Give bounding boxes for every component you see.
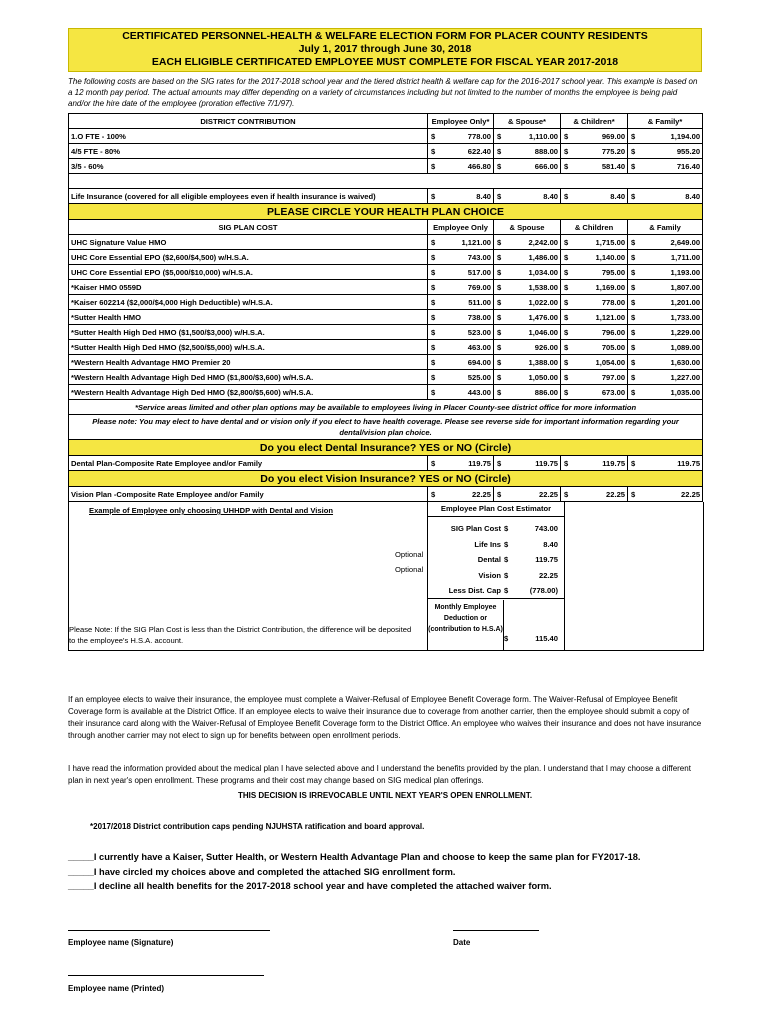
choice-list <box>68 850 708 894</box>
amount: 8.40 <box>638 189 703 204</box>
row-label: *Sutter Health HMO <box>69 310 428 325</box>
currency-sign: $ <box>428 280 438 295</box>
amount: 1,711.00 <box>638 250 703 265</box>
amount: 666.00 <box>504 159 561 174</box>
please-note <box>69 415 703 440</box>
currency-sign: $ <box>494 235 504 250</box>
form-period: July 1, 2017 through June 30, 2018 <box>298 43 472 55</box>
currency-sign: $ <box>494 370 504 385</box>
amount: 8.40 <box>504 189 561 204</box>
amount: 955.20 <box>638 144 703 159</box>
currency-sign: $ <box>561 310 571 325</box>
amount: 778.00 <box>438 129 494 144</box>
estimator-value: (778.00) <box>529 586 558 596</box>
currency-sign: $ <box>561 325 571 340</box>
amount: 466.80 <box>438 159 494 174</box>
vision-question-text: Do you elect Vision Insurance? YES or NO (Circle) <box>69 471 703 487</box>
currency-sign: $ <box>428 295 438 310</box>
vision-row <box>69 487 703 502</box>
hsa-note: Please Note: If the SIG Plan Cost is less than the District Contribution, the difference will be deposited to the employee's H.S.A. account. <box>69 625 412 645</box>
currency-sign: $ <box>628 370 638 385</box>
monthly-value <box>504 634 564 643</box>
amount: 694.00 <box>438 355 494 370</box>
please-note-text: Please note: You may elect to have dental and or vision only if you elect to have health coverage. Please see reverse side for important information regarding your dental/vision plan choice. <box>69 415 703 440</box>
sig-col-header: Employee Only <box>428 220 494 235</box>
intro-text: The following costs are based on the SIG rates for the 2017-2018 school year and the tiered district health & welfare cap for the 2016-2017 school year. This example is based on a 12 month pay period. The actual amounts may differ depending on a variety of circumstances including but not limited to the number of months the employee is being paid and/or the hire date of the employee (proration effective 7/1/97). <box>68 77 698 108</box>
currency-sign: $ <box>494 144 504 159</box>
currency-sign: $ <box>428 310 438 325</box>
amount: 743.00 <box>438 250 494 265</box>
currency-sign: $ <box>504 539 509 549</box>
amount: 1,054.00 <box>571 355 628 370</box>
currency-sign: $ <box>628 144 638 159</box>
rates-table <box>68 113 703 502</box>
estimator-value: 22.25 <box>538 570 558 580</box>
currency-sign: $ <box>628 487 638 502</box>
amount: 886.00 <box>504 385 561 400</box>
choice-text: I decline all health benefits for the 2017-2018 school year and have completed the attached waiver form. <box>93 881 552 891</box>
currency-sign: $ <box>504 524 509 533</box>
sig-heading: SIG PLAN COST <box>69 220 428 235</box>
amount: 775.20 <box>571 144 628 159</box>
currency-sign: $ <box>628 189 638 204</box>
currency-sign: $ <box>504 586 509 596</box>
sig-plan-row <box>69 280 703 295</box>
district-col-header: Employee Only* <box>428 114 494 129</box>
currency-sign: $ <box>561 456 571 471</box>
currency-sign: $ <box>494 456 504 471</box>
currency-sign: $ <box>561 159 571 174</box>
currency-sign: $ <box>504 634 509 643</box>
amount: 1,121.00 <box>438 235 494 250</box>
estimator-row <box>428 568 564 583</box>
estimator-value: 119.75 <box>535 555 558 565</box>
district-col-header: & Children* <box>561 114 628 129</box>
currency-sign: $ <box>428 265 438 280</box>
row-label: UHC Core Essential EPO ($5,000/$10,000) w/H.S.A. <box>69 265 428 280</box>
sig-plan-row <box>69 235 703 250</box>
currency-sign: $ <box>428 159 438 174</box>
currency-sign: $ <box>628 310 638 325</box>
currency-sign: $ <box>628 265 638 280</box>
currency-sign: $ <box>504 555 509 565</box>
title-band <box>68 28 702 72</box>
row-label: Dental Plan-Composite Rate Employee and/or Family <box>69 456 428 471</box>
amount: 1,034.00 <box>504 265 561 280</box>
currency-sign: $ <box>428 355 438 370</box>
choice-text: I currently have a Kaiser, Sutter Health, or Western Health Advantage Plan and choose to keep the same plan for FY2017-18. <box>93 852 641 862</box>
currency-sign: $ <box>494 280 504 295</box>
currency-sign: $ <box>428 144 438 159</box>
choice-blank[interactable]: _____ <box>68 881 94 891</box>
amount: 769.00 <box>438 280 494 295</box>
form-subtitle: EACH ELIGIBLE CERTIFICATED EMPLOYEE MUST COMPLETE FOR FISCAL YEAR 2017-2018 <box>151 56 619 68</box>
printed-name-line[interactable] <box>68 975 264 976</box>
row-label: *Western Health Advantage HMO Premier 20 <box>69 355 428 370</box>
signature-line[interactable] <box>68 930 270 931</box>
estimator-row <box>428 552 564 567</box>
currency-sign: $ <box>494 250 504 265</box>
row-label: 4/5 FTE - 80% <box>69 144 428 159</box>
currency-sign: $ <box>494 310 504 325</box>
row-label: Vision Plan -Composite Rate Employee and/or Family <box>69 487 428 502</box>
amount: 1,229.00 <box>638 325 703 340</box>
dental-row <box>69 456 703 471</box>
currency-sign: $ <box>428 129 438 144</box>
amount: 1,807.00 <box>638 280 703 295</box>
sig-header-row <box>69 220 703 235</box>
estimator-label: Life Ins <box>474 539 501 549</box>
currency-sign: $ <box>504 570 509 580</box>
currency-sign: $ <box>494 355 504 370</box>
district-row <box>69 144 703 159</box>
row-label: *Western Health Advantage High Ded HMO ($2,800/$5,600) w/H.S.A. <box>69 385 428 400</box>
district-header-row <box>69 114 703 129</box>
sig-col-header: & Children <box>561 220 628 235</box>
waiver-text: If an employee elects to waive their insurance, the employee must complete a Waiver-Refusal of Employee Benefit Coverage form. The Waiver-Refusal of Employee Benefit Coverage form is available at the District Office. If an employee elects to waive their insurance due to coverage from another carrier, then the employee should submit a copy of their insurance card along with the Waiver-Refusal of Employee Benefit Coverage form to the District Office. An employee who waives their insurance and does not have insurance through another carrier may not elect to sign up for benefits between open enrollment periods. <box>68 695 702 740</box>
currency-sign: $ <box>628 385 638 400</box>
amount: 969.00 <box>571 129 628 144</box>
choice-keep-plan[interactable] <box>68 850 708 865</box>
amount: 1,193.00 <box>638 265 703 280</box>
amount: 716.40 <box>638 159 703 174</box>
amount: 738.00 <box>438 310 494 325</box>
currency-sign: $ <box>628 235 638 250</box>
printed-name-label: Employee name (Printed) <box>68 984 165 993</box>
district-row <box>69 159 703 174</box>
estimator-value: 743.00 <box>534 524 558 533</box>
amount: 523.00 <box>438 325 494 340</box>
currency-sign: $ <box>428 250 438 265</box>
district-col-header: & Spouse* <box>494 114 561 129</box>
estimator-label: SIG Plan Cost <box>450 524 501 533</box>
caps-note: *2017/2018 District contribution caps pending NJUHSTA ratification and board approval. <box>90 822 425 831</box>
amount: 1,022.00 <box>504 295 561 310</box>
sig-plan-row <box>69 325 703 340</box>
sig-plan-row <box>69 370 703 385</box>
amount: 1,388.00 <box>504 355 561 370</box>
dental-question-text: Do you elect Dental Insurance? YES or NO (Circle) <box>69 440 703 456</box>
row-label: 1.O FTE - 100% <box>69 129 428 144</box>
service-note <box>69 400 703 415</box>
currency-sign: $ <box>494 340 504 355</box>
life-insurance-row <box>69 189 703 204</box>
acknowledgement <box>68 763 702 800</box>
blank-row-text <box>69 174 703 189</box>
acknowledgement-text: I have read the information provided about the medical plan I have selected above and I understand the benefits provided by the plan. I understand that I may choose a different plan in next year's open enrollment. These programs and their cost may change based on SIG medical plan offerings. <box>68 764 691 785</box>
estimator-row <box>428 537 564 552</box>
sig-plan-row <box>69 355 703 370</box>
choice-blank[interactable]: _____ <box>68 866 94 877</box>
amount: 796.00 <box>571 325 628 340</box>
sig-plan-row <box>69 385 703 400</box>
currency-sign: $ <box>561 129 571 144</box>
currency-sign: $ <box>494 295 504 310</box>
service-note-text: *Service areas limited and other plan options may be available to employees living in Placer County-see district office for more information <box>69 400 703 415</box>
row-label: UHC Core Essential EPO ($2,600/$4,500) w/H.S.A. <box>69 250 428 265</box>
example-title: Example of Employee only choosing UHHDP with Dental and Vision <box>89 506 334 515</box>
currency-sign: $ <box>428 325 438 340</box>
district-col-header: & Family* <box>628 114 703 129</box>
amount: 926.00 <box>504 340 561 355</box>
circle-banner <box>69 204 703 220</box>
currency-sign: $ <box>561 340 571 355</box>
amount: 22.25 <box>438 487 494 502</box>
currency-sign: $ <box>628 295 638 310</box>
optional-vision: Optional <box>395 565 424 574</box>
currency-sign: $ <box>628 340 638 355</box>
row-label: *Western Health Advantage High Ded HMO ($1,800/$3,600) w/H.S.A. <box>69 370 428 385</box>
monthly-amount: 115.40 <box>535 634 558 643</box>
amount: 1,538.00 <box>504 280 561 295</box>
amount: 2,242.00 <box>504 235 561 250</box>
currency-sign: $ <box>561 265 571 280</box>
currency-sign: $ <box>494 487 504 502</box>
district-heading: DISTRICT CONTRIBUTION <box>69 114 428 129</box>
currency-sign: $ <box>494 385 504 400</box>
currency-sign: $ <box>628 280 638 295</box>
amount: 1,486.00 <box>504 250 561 265</box>
blank-row <box>69 174 703 189</box>
cost-estimator <box>427 502 565 650</box>
estimator-label: Vision <box>478 570 501 580</box>
district-row <box>69 129 703 144</box>
amount: 1,046.00 <box>504 325 561 340</box>
row-label: *Sutter Health High Ded HMO ($2,500/$5,000) w/H.S.A. <box>69 340 428 355</box>
amount: 511.00 <box>438 295 494 310</box>
currency-sign: $ <box>494 189 504 204</box>
currency-sign: $ <box>494 325 504 340</box>
sig-col-header: & Family <box>628 220 703 235</box>
sig-plan-row <box>69 310 703 325</box>
row-label: 3/5 - 60% <box>69 159 428 174</box>
amount: 1,121.00 <box>571 310 628 325</box>
choice-blank[interactable]: _____ <box>68 852 94 862</box>
estimator-row <box>428 583 564 599</box>
amount: 1,476.00 <box>504 310 561 325</box>
sig-plan-row <box>69 295 703 310</box>
estimator-value: 8.40 <box>543 539 558 549</box>
row-label: *Kaiser HMO 0559D <box>69 280 428 295</box>
amount: 797.00 <box>571 370 628 385</box>
amount: 1,715.00 <box>571 235 628 250</box>
row-label: *Kaiser 602214 ($2,000/$4,000 High Deductible) w/H.S.A. <box>69 295 428 310</box>
currency-sign: $ <box>561 355 571 370</box>
amount: 778.00 <box>571 295 628 310</box>
amount: 517.00 <box>438 265 494 280</box>
currency-sign: $ <box>494 159 504 174</box>
election-form <box>68 28 702 651</box>
currency-sign: $ <box>428 340 438 355</box>
currency-sign: $ <box>428 235 438 250</box>
choice-decline[interactable] <box>68 879 708 894</box>
row-label: Life Insurance (covered for all eligible employees even if health insurance is waived) <box>69 189 428 204</box>
amount: 8.40 <box>438 189 494 204</box>
amount: 1,035.00 <box>638 385 703 400</box>
amount: 119.75 <box>638 456 703 471</box>
signature-label: Employee name (Signature) <box>68 938 174 947</box>
dental-question <box>69 440 703 456</box>
amount: 2,649.00 <box>638 235 703 250</box>
currency-sign: $ <box>628 355 638 370</box>
amount: 622.40 <box>438 144 494 159</box>
currency-sign: $ <box>628 325 638 340</box>
amount: 119.75 <box>504 456 561 471</box>
sig-col-header: & Spouse <box>494 220 561 235</box>
currency-sign: $ <box>561 280 571 295</box>
circle-banner-text: PLEASE CIRCLE YOUR HEALTH PLAN CHOICE <box>69 204 703 220</box>
estimator-section <box>68 502 704 651</box>
estimator-row <box>428 521 564 536</box>
amount: 1,630.00 <box>638 355 703 370</box>
currency-sign: $ <box>561 385 571 400</box>
date-label: Date <box>453 938 471 947</box>
estimator-label: Less Dist. Cap <box>448 586 501 596</box>
amount: 119.75 <box>571 456 628 471</box>
currency-sign: $ <box>628 159 638 174</box>
currency-sign: $ <box>628 250 638 265</box>
currency-sign: $ <box>494 129 504 144</box>
currency-sign: $ <box>561 370 571 385</box>
amount: 705.00 <box>571 340 628 355</box>
currency-sign: $ <box>628 456 638 471</box>
currency-sign: $ <box>494 265 504 280</box>
estimator-heading: Employee Plan Cost Estimator <box>428 502 564 517</box>
currency-sign: $ <box>561 295 571 310</box>
date-line[interactable] <box>453 930 539 931</box>
amount: 8.40 <box>571 189 628 204</box>
irrevocable-notice: THIS DECISION IS IRREVOCABLE UNTIL NEXT YEAR'S OPEN ENROLLMENT. <box>237 791 533 800</box>
amount: 119.75 <box>438 456 494 471</box>
row-label: *Sutter Health High Ded HMO ($1,500/$3,000) w/H.S.A. <box>69 325 428 340</box>
amount: 581.40 <box>571 159 628 174</box>
currency-sign: $ <box>428 456 438 471</box>
currency-sign: $ <box>628 129 638 144</box>
amount: 22.25 <box>638 487 703 502</box>
amount: 1,050.00 <box>504 370 561 385</box>
amount: 22.25 <box>571 487 628 502</box>
currency-sign: $ <box>428 370 438 385</box>
sig-plan-row <box>69 265 703 280</box>
choice-sig-enrollment[interactable] <box>68 865 708 880</box>
amount: 1,110.00 <box>504 129 561 144</box>
monthly-label: Monthly Employee Deduction or (contribution to H.S.A) <box>428 604 503 633</box>
amount: 1,169.00 <box>571 280 628 295</box>
amount: 1,089.00 <box>638 340 703 355</box>
amount: 22.25 <box>504 487 561 502</box>
amount: 1,201.00 <box>638 295 703 310</box>
amount: 1,194.00 <box>638 129 703 144</box>
waiver-paragraph <box>68 694 702 742</box>
vision-question <box>69 471 703 487</box>
currency-sign: $ <box>561 487 571 502</box>
row-label: UHC Signature Value HMO <box>69 235 428 250</box>
amount: 525.00 <box>438 370 494 385</box>
currency-sign: $ <box>561 189 571 204</box>
currency-sign: $ <box>428 487 438 502</box>
amount: 443.00 <box>438 385 494 400</box>
sig-plan-row <box>69 340 703 355</box>
currency-sign: $ <box>428 385 438 400</box>
amount: 1,733.00 <box>638 310 703 325</box>
amount: 673.00 <box>571 385 628 400</box>
amount: 1,227.00 <box>638 370 703 385</box>
choice-text: I have circled my choices above and completed the attached SIG enrollment form. <box>93 866 456 877</box>
estimator-label: Dental <box>477 555 501 565</box>
amount: 1,140.00 <box>571 250 628 265</box>
currency-sign: $ <box>561 144 571 159</box>
amount: 795.00 <box>571 265 628 280</box>
amount: 463.00 <box>438 340 494 355</box>
currency-sign: $ <box>561 235 571 250</box>
amount: 888.00 <box>504 144 561 159</box>
sig-plan-row <box>69 250 703 265</box>
optional-dental: Optional <box>395 550 424 559</box>
currency-sign: $ <box>428 189 438 204</box>
currency-sign: $ <box>561 250 571 265</box>
form-title: CERTIFICATED PERSONNEL-HEALTH & WELFARE ELECTION FORM FOR PLACER COUNTY RESIDENTS <box>122 30 648 42</box>
